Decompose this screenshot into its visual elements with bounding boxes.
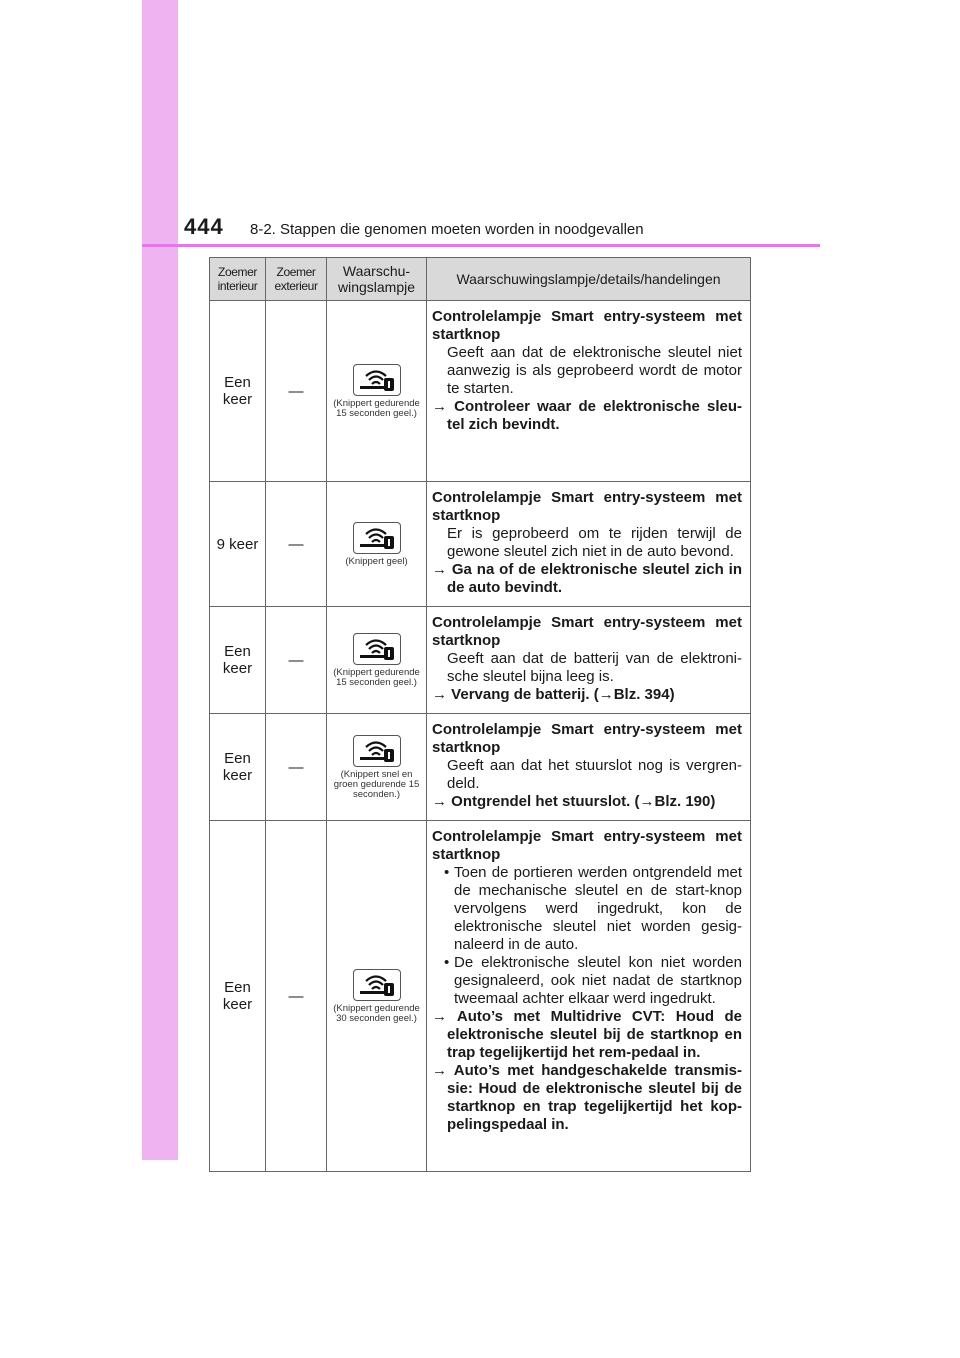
table-row: [210, 714, 751, 821]
table-row: [210, 301, 751, 482]
lamp-description: Geeft aan dat de elektronische sleutel niet aanwezig is als geprobeerd wordt de motor te starten.: [447, 344, 742, 397]
warning-lamp-cell: [327, 821, 427, 1172]
arrow-icon: →: [432, 1062, 447, 1079]
action-instruction: [432, 1062, 742, 1134]
smart-key-icon: [353, 364, 401, 396]
table-row: [210, 821, 751, 1172]
arrow-icon: →: [432, 398, 447, 415]
warning-lamp-cell: [327, 714, 427, 821]
header-buzzer-exterior: Zoemer exterieur: [266, 258, 327, 301]
lamp-note: (Knippert gedurende 15 seconden geel.): [333, 666, 420, 688]
lamp-description: Er is geprobeerd om te rijden terwijl de gewone sleutel zich niet in de auto bevond.: [447, 525, 742, 560]
action-instruction: [432, 686, 742, 704]
smart-key-icon: [353, 522, 401, 554]
arrow-icon: →: [432, 561, 447, 578]
smart-key-icon: [353, 969, 401, 1001]
lamp-title: Controlelampje Smart entry-systeem met startknop: [432, 489, 742, 524]
lamp-title: Controlelampje Smart entry-systeem met startknop: [432, 308, 742, 343]
smart-key-icon: [353, 633, 401, 665]
warning-lamp-cell: [327, 301, 427, 482]
condition-list: [432, 864, 742, 1008]
buzzer-interior-cell: Een keer: [210, 821, 266, 1172]
details-cell: [427, 482, 751, 607]
action-instruction: [432, 398, 742, 434]
details-cell: [427, 301, 751, 482]
action-text: Auto’s met handgeschakelde transmis-sie: Houd de elektronische sleutel bij de startknop en trap tegelijkertijd het kop-pelingspedaal in.: [447, 1062, 742, 1133]
arrow-icon: →: [432, 686, 447, 703]
section-title: 8-2. Stappen die genomen moeten worden in noodgevallen: [250, 221, 644, 238]
action-instruction: [432, 793, 742, 811]
buzzer-exterior-cell: —: [266, 607, 327, 714]
warning-table: [209, 257, 751, 1172]
lamp-title: Controlelampje Smart entry-systeem met startknop: [432, 828, 742, 863]
page-number: 444: [184, 214, 224, 239]
warning-lamp-cell: [327, 482, 427, 607]
action-text: Controleer waar de elektronische sleu-tel zich bevindt.: [447, 398, 742, 433]
details-cell: [427, 607, 751, 714]
buzzer-exterior-cell: —: [266, 482, 327, 607]
buzzer-interior-cell: Een keer: [210, 301, 266, 482]
header-details: Waarschuwingslampje/details/handelingen: [427, 258, 751, 301]
table-row: [210, 482, 751, 607]
action-text: Auto’s met Multidrive CVT: Houd de elektronische sleutel bij de startknop en trap tegelijkertijd het rem-pedaal in.: [447, 1008, 742, 1061]
buzzer-exterior-cell: —: [266, 821, 327, 1172]
header-buzzer-interior: Zoemer interieur: [210, 258, 266, 301]
buzzer-interior-cell: 9 keer: [210, 482, 266, 607]
arrow-icon: →: [432, 793, 447, 810]
table-header-row: [210, 258, 751, 301]
details-cell: [427, 714, 751, 821]
lamp-description: Geeft aan dat het stuurslot nog is vergren-deld.: [447, 757, 742, 792]
action-text: Ontgrendel het stuurslot. (→Blz. 190): [451, 793, 716, 810]
buzzer-exterior-cell: —: [266, 301, 327, 482]
chapter-side-tab: [142, 0, 178, 1160]
arrow-icon: →: [432, 1008, 447, 1025]
lamp-note: (Knippert gedurende 30 seconden geel.): [333, 1002, 420, 1024]
action-instruction: [432, 1008, 742, 1062]
list-item: • Toen de portieren werden ontgrendeld met de mechanische sleutel en de start-knop vervolgens werd ingedrukt, kon de elektronische sleutel niet worden gesig-naleerd in de auto.: [432, 864, 742, 954]
buzzer-interior-cell: Een keer: [210, 607, 266, 714]
lamp-note: (Knippert gedurende 15 seconden geel.): [333, 397, 420, 419]
list-item: • De elektronische sleutel kon niet worden gesignaleerd, ook niet nadat de startknop tweemaal achter elkaar werd ingedrukt.: [432, 954, 742, 1008]
action-text: Vervang de batterij. (→Blz. 394): [451, 686, 675, 703]
action-text: Ga na of de elektronische sleutel zich in de auto bevindt.: [447, 561, 742, 596]
table-row: [210, 607, 751, 714]
header-divider: [142, 244, 820, 247]
lamp-title: Controlelampje Smart entry-systeem met startknop: [432, 721, 742, 756]
smart-key-icon: [353, 735, 401, 767]
action-instruction: [432, 561, 742, 597]
buzzer-interior-cell: Een keer: [210, 714, 266, 821]
lamp-description: Geeft aan dat de batterij van de elektroni-sche sleutel bijna leeg is.: [447, 650, 742, 685]
buzzer-exterior-cell: —: [266, 714, 327, 821]
header-warning-lamp: Waarschu-wingslampje: [327, 258, 427, 301]
lamp-title: Controlelampje Smart entry-systeem met startknop: [432, 614, 742, 649]
details-cell: [427, 821, 751, 1172]
lamp-note: (Knippert geel): [345, 555, 408, 567]
warning-lamp-cell: [327, 607, 427, 714]
lamp-note: (Knippert snel en groen gedurende 15 seconden.): [333, 768, 420, 800]
